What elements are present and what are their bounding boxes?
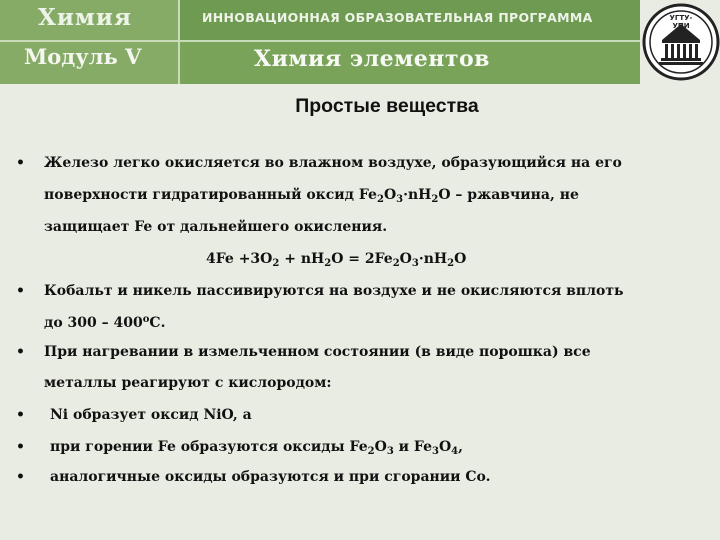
- line-iron-1: Железо легко окисляется во влажном воздухе, образующийся на его: [44, 155, 622, 171]
- header-bar: [0, 0, 720, 84]
- logo-text: УГТУ-УПИ: [669, 14, 693, 30]
- text-fragment: до 300 – 400: [44, 315, 143, 331]
- subscript: 2: [324, 258, 332, 269]
- text-fragment: O = 2Fe: [331, 251, 393, 267]
- slide-title: Простые вещества: [295, 95, 479, 117]
- subscript: 3: [411, 258, 419, 269]
- subscript: 2: [447, 258, 455, 269]
- text-fragment: 4Fe +3O: [206, 251, 273, 267]
- module-label: Модуль V: [24, 44, 142, 69]
- bullet: •: [16, 283, 25, 299]
- subscript: 2: [392, 258, 400, 269]
- text-fragment: O: [383, 187, 397, 203]
- line-heating-1: При нагревании в измельченном состоянии (в виде порошка) все: [44, 344, 591, 360]
- line-iron-oxides: [50, 439, 463, 455]
- course-title: Химия: [38, 4, 132, 31]
- superscript: о: [142, 314, 150, 325]
- subscript: 3: [386, 446, 394, 457]
- text-fragment: ·nH: [418, 251, 448, 267]
- header-divider: [0, 40, 640, 42]
- subscript: 2: [431, 194, 439, 205]
- university-logo: [640, 0, 720, 84]
- text-fragment: O – ржавчина, не: [438, 187, 579, 203]
- text-fragment: и Fe: [393, 439, 432, 455]
- subscript: 2: [272, 258, 280, 269]
- text-fragment: O: [399, 251, 412, 267]
- bullet: •: [16, 344, 25, 360]
- text-fragment: С.: [149, 315, 166, 331]
- line-cobalt-oxides: аналогичные оксиды образуются и при сгорании Co.: [50, 469, 491, 485]
- text-fragment: O: [438, 439, 452, 455]
- header-vertical-divider: [178, 0, 180, 84]
- subject-title: Химия элементов: [254, 46, 490, 72]
- text-fragment: ,: [458, 439, 464, 455]
- bullet: •: [16, 407, 25, 423]
- subscript: 3: [432, 446, 439, 457]
- bullet: •: [16, 469, 25, 485]
- line-nickel: Ni образует оксид NiO, а: [50, 407, 252, 423]
- text-fragment: O: [454, 251, 467, 267]
- program-label: ИННОВАЦИОННАЯ ОБРАЗОВАТЕЛЬНАЯ ПРОГРАММА: [202, 10, 593, 25]
- text-fragment: + nH: [279, 251, 325, 267]
- text-fragment: металлы реагируют с кислородом:: [44, 375, 332, 391]
- university-logo-icon: [640, 0, 720, 84]
- text-fragment: ·nH: [403, 187, 432, 203]
- text-fragment: O: [374, 439, 387, 455]
- subscript: 2: [376, 194, 384, 205]
- bullet: •: [16, 439, 25, 455]
- subscript: 2: [367, 446, 375, 457]
- bullet: •: [16, 155, 25, 171]
- subscript: 3: [396, 194, 404, 205]
- text-fragment: поверхности гидратированный оксид Fe: [44, 187, 377, 203]
- subscript: 4: [451, 446, 459, 457]
- text-fragment: защищает Fe от дальнейшего окисления.: [44, 219, 388, 235]
- text-fragment: при горении Fe образуются оксиды Fe: [50, 439, 368, 455]
- line-cobalt-1: Кобальт и никель пассивируются на воздухе и не окисляются вплоть: [44, 283, 624, 299]
